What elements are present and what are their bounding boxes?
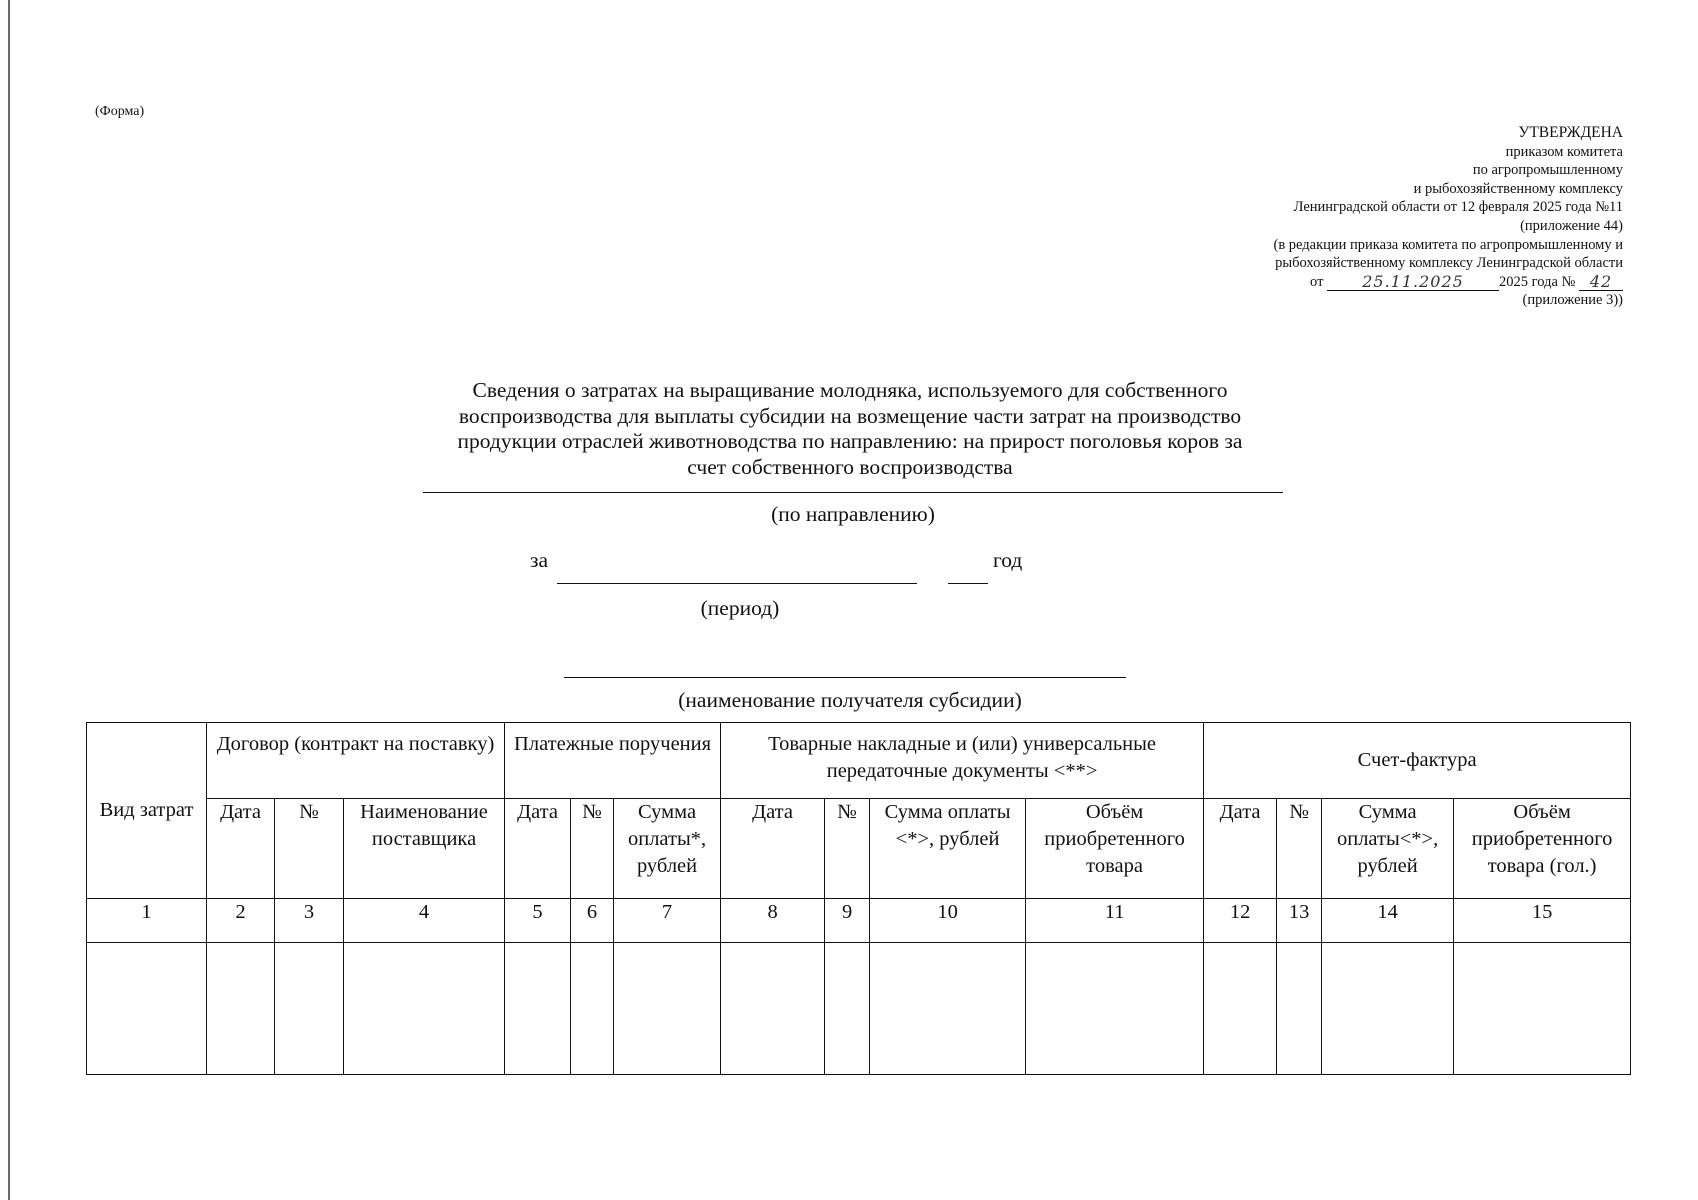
empty-cell[interactable] bbox=[1026, 943, 1204, 1075]
column-number: 6 bbox=[571, 899, 614, 943]
empty-cell[interactable] bbox=[275, 943, 344, 1075]
column-number: 14 bbox=[1322, 899, 1454, 943]
header-payment-orders: Платежные поручения bbox=[505, 723, 721, 799]
approval-line: приказом комитета bbox=[1505, 143, 1623, 160]
subheader-cell: Дата bbox=[1204, 799, 1277, 899]
column-number: 11 bbox=[1026, 899, 1204, 943]
direction-caption: (по направлению) bbox=[771, 502, 935, 526]
table-subheader-row bbox=[87, 799, 1631, 899]
approval-line: по агропромышленному bbox=[1472, 162, 1623, 179]
empty-cell[interactable] bbox=[1454, 943, 1631, 1075]
approval-heading: УТВЕРЖДЕНА bbox=[1518, 124, 1623, 141]
header-contract: Договор (контракт на поставку) bbox=[207, 723, 505, 799]
column-number: 4 bbox=[344, 899, 505, 943]
empty-cell[interactable] bbox=[505, 943, 571, 1075]
table-empty-row bbox=[87, 943, 1631, 1075]
column-number: 12 bbox=[1204, 899, 1277, 943]
empty-cell[interactable] bbox=[614, 943, 721, 1075]
subheader-cell: № bbox=[571, 799, 614, 899]
period-field[interactable] bbox=[557, 583, 917, 584]
empty-cell[interactable] bbox=[344, 943, 505, 1075]
approval-date-line bbox=[1063, 273, 1623, 292]
subheader-cell: Сумма оплаты<*>, рублей bbox=[1322, 799, 1454, 899]
document-title: Сведения о затратах на выращивание молодняка, используемого для собственного воспроизводства для выплаты субсидии на возмещение части затрат на производство продукции отраслей животноводства по направлению: на прирост поголовья коров за счет собственного воспроизводства bbox=[457, 378, 1243, 479]
approval-number-sign: № bbox=[1561, 273, 1576, 290]
approval-from-word: от bbox=[1310, 273, 1324, 290]
column-number: 8 bbox=[721, 899, 825, 943]
approval-year: 2025 года bbox=[1499, 273, 1558, 290]
approval-line: и рыбохозяйственному комплексу bbox=[1413, 180, 1623, 197]
year-field[interactable] bbox=[948, 583, 988, 584]
table-header-row bbox=[87, 723, 1631, 799]
empty-cell[interactable] bbox=[870, 943, 1026, 1075]
column-number: 13 bbox=[1277, 899, 1322, 943]
column-number: 15 bbox=[1454, 899, 1631, 943]
subheader-cell: № bbox=[275, 799, 344, 899]
approval-line: Ленинградской области от 12 февраля 2025 года №11 bbox=[1293, 199, 1623, 216]
approval-line: рыбохозяйственному комплексу Ленинградской области bbox=[1275, 255, 1623, 272]
recipient-field[interactable] bbox=[564, 677, 1126, 678]
column-number: 9 bbox=[825, 899, 870, 943]
expenses-table bbox=[86, 722, 1631, 1075]
approval-line: (в редакции приказа комитета по агропромышленному и bbox=[1273, 236, 1623, 253]
approval-line: (приложение 3)) bbox=[1522, 292, 1623, 309]
empty-cell[interactable] bbox=[825, 943, 870, 1075]
recipient-caption: (наименование получателя субсидии) bbox=[678, 688, 1022, 712]
column-number: 2 bbox=[207, 899, 275, 943]
header-invoice: Счет-фактура bbox=[1204, 723, 1631, 799]
column-number: 10 bbox=[870, 899, 1026, 943]
subheader-cell: Дата bbox=[207, 799, 275, 899]
column-number: 7 bbox=[614, 899, 721, 943]
subheader-cell: Объём приобретенного товара bbox=[1026, 799, 1204, 899]
empty-cell[interactable] bbox=[1322, 943, 1454, 1075]
approval-line: (приложение 44) bbox=[1520, 217, 1623, 234]
subheader-cell: Сумма оплаты <*>, рублей bbox=[870, 799, 1026, 899]
form-label: (Форма) bbox=[95, 104, 145, 119]
empty-cell[interactable] bbox=[207, 943, 275, 1075]
subheader-cell: № bbox=[1277, 799, 1322, 899]
period-prefix: за bbox=[530, 548, 549, 572]
empty-cell[interactable] bbox=[1277, 943, 1322, 1075]
approval-stamp bbox=[1063, 124, 1623, 310]
subheader-cell: Сумма оплаты*, рублей bbox=[614, 799, 721, 899]
column-number: 1 bbox=[87, 899, 207, 943]
period-suffix: год bbox=[993, 548, 1023, 572]
subheader-cell: Объём приобретенного товара (гол.) bbox=[1454, 799, 1631, 899]
handwritten-date: 25.11.2025 bbox=[1362, 272, 1464, 292]
subheader-cell: Дата bbox=[505, 799, 571, 899]
empty-cell[interactable] bbox=[87, 943, 207, 1075]
column-number: 5 bbox=[505, 899, 571, 943]
empty-cell[interactable] bbox=[571, 943, 614, 1075]
header-vid-zatrat: Вид затрат bbox=[87, 723, 207, 899]
handwritten-number: 42 bbox=[1589, 272, 1613, 292]
subheader-cell: № bbox=[825, 799, 870, 899]
period-caption: (период) bbox=[700, 596, 780, 620]
scan-edge-line bbox=[8, 0, 10, 1200]
direction-line bbox=[423, 492, 1283, 493]
empty-cell[interactable] bbox=[1204, 943, 1277, 1075]
header-waybills: Товарные накладные и (или) универсальные передаточные документы <**> bbox=[721, 723, 1204, 799]
handwritten-date-field bbox=[1327, 273, 1499, 291]
empty-cell[interactable] bbox=[721, 943, 825, 1075]
table-number-row bbox=[87, 899, 1631, 943]
handwritten-number-field bbox=[1579, 273, 1623, 291]
column-number: 3 bbox=[275, 899, 344, 943]
subheader-cell: Дата bbox=[721, 799, 825, 899]
subheader-cell: Наименование поставщика bbox=[344, 799, 505, 899]
